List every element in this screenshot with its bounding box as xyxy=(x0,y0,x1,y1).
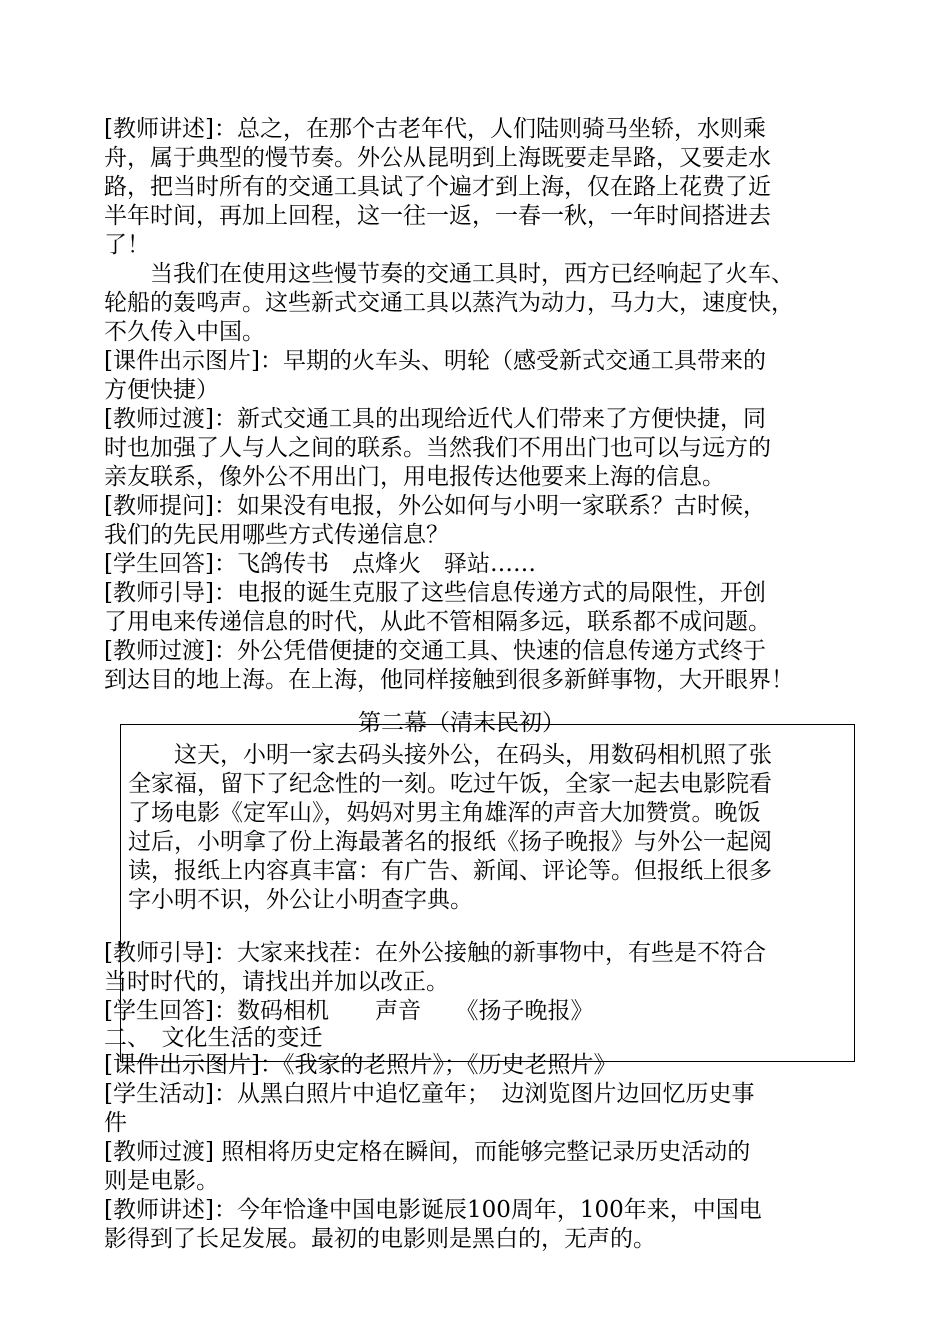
text-line: 影得到了长足发展。最初的电影则是黑白的，无声的。 xyxy=(104,1226,656,1252)
text-line: [教师过渡]：外公凭借便捷的交通工具、快速的信息传递方式终于 xyxy=(104,638,766,664)
text-line: 则是电影。 xyxy=(104,1168,219,1194)
text-line: 了用电来传递信息的时代，从此不管相隔多远，联系都不成问题。 xyxy=(104,609,771,635)
box-text-line: 这天，小明一家去码头接外公，在码头，用数码相机照了张 xyxy=(128,742,772,768)
text-line: 舟，属于典型的慢节奏。外公从昆明到上海既要走旱路，又要走水 xyxy=(104,145,771,171)
text-line: [教师讲述]：总之，在那个古老年代，人们陆则骑马坐轿，水则乘 xyxy=(104,116,766,142)
box-text-line: 字小明不识，外公让小明查字典。 xyxy=(128,887,473,913)
scene-title: 第二幕（清末民初） xyxy=(358,710,565,736)
text-line: [教师过渡] 照相将历史定格在瞬间，而能够完整记录历史活动的 xyxy=(104,1139,751,1165)
text-line: 当我们在使用这些慢节奏的交通工具时，西方已经响起了火车、 xyxy=(104,261,794,287)
text-line: 件 xyxy=(104,1110,127,1136)
text-line: [教师过渡]：新式交通工具的出现给近代人们带来了方便快捷，同 xyxy=(104,406,766,432)
text-line: [课件出示图片]：早期的火车头、明轮（感受新式交通工具带来的 xyxy=(104,348,766,374)
text-line: 路，把当时所有的交通工具试了个遍才到上海，仅在路上花费了近 xyxy=(104,174,771,200)
text-line: 半年时间，再加上回程，这一往一返，一春一秋，一年时间搭进去 xyxy=(104,203,771,229)
text-line: 了！ xyxy=(104,232,150,258)
text-line: [教师引导]：大家来找茬：在外公接触的新事物中，有些是不符合 xyxy=(104,940,766,966)
section-heading: 二、 文化生活的变迁 xyxy=(104,1025,323,1051)
text-line: 轮船的轰鸣声。这些新式交通工具以蒸汽为动力，马力大，速度快， xyxy=(104,290,794,316)
text-line: 到达目的地上海。在上海，他同样接触到很多新鲜事物，大开眼界！ xyxy=(104,667,794,693)
text-line: 不久传入中国。 xyxy=(104,319,265,345)
text-line: [学生活动]：从黑白照片中追忆童年； 边浏览图片边回忆历史事 xyxy=(104,1081,755,1107)
text-line: [教师引导]：电报的诞生克服了这些信息传递方式的局限性，开创 xyxy=(104,580,766,606)
text-line: [教师讲述]：今年恰逢中国电影诞辰100周年，100年来，中国电 xyxy=(104,1197,762,1223)
text-line: [学生回答]：数码相机 声音 《扬子晚报》 xyxy=(104,998,594,1024)
text-line: 当时时代的，请找出并加以改正。 xyxy=(104,969,449,995)
box-text-line: 全家福，留下了纪念性的一刻。吃过午饭，全家一起去电影院看 xyxy=(128,771,772,797)
text-line: [教师提问]：如果没有电报，外公如何与小明一家联系？古时候， xyxy=(104,493,766,519)
text-line: [课件出示图片]：《我家的老照片》；《历史老照片》 xyxy=(104,1052,617,1078)
box-text-line: 读，报纸上内容真丰富：有广告、新闻、评论等。但报纸上很多 xyxy=(128,858,772,884)
text-line: 我们的先民用哪些方式传递信息？ xyxy=(104,522,449,548)
box-text-line: 了场电影《定军山》，妈妈对男主角雄浑的声音大加赞赏。晚饭 xyxy=(128,800,761,826)
box-text-line: 过后，小明拿了份上海最著名的报纸《扬子晚报》与外公一起阅 xyxy=(128,829,772,855)
text-line: 方便快捷） xyxy=(104,377,219,403)
text-line: [学生回答]：飞鸽传书 点烽火 驿站…… xyxy=(104,551,536,577)
text-line: 亲友联系，像外公不用出门，用电报传达他要来上海的信息。 xyxy=(104,464,725,490)
text-line: 时也加强了人与人之间的联系。当然我们不用出门也可以与远方的 xyxy=(104,435,771,461)
